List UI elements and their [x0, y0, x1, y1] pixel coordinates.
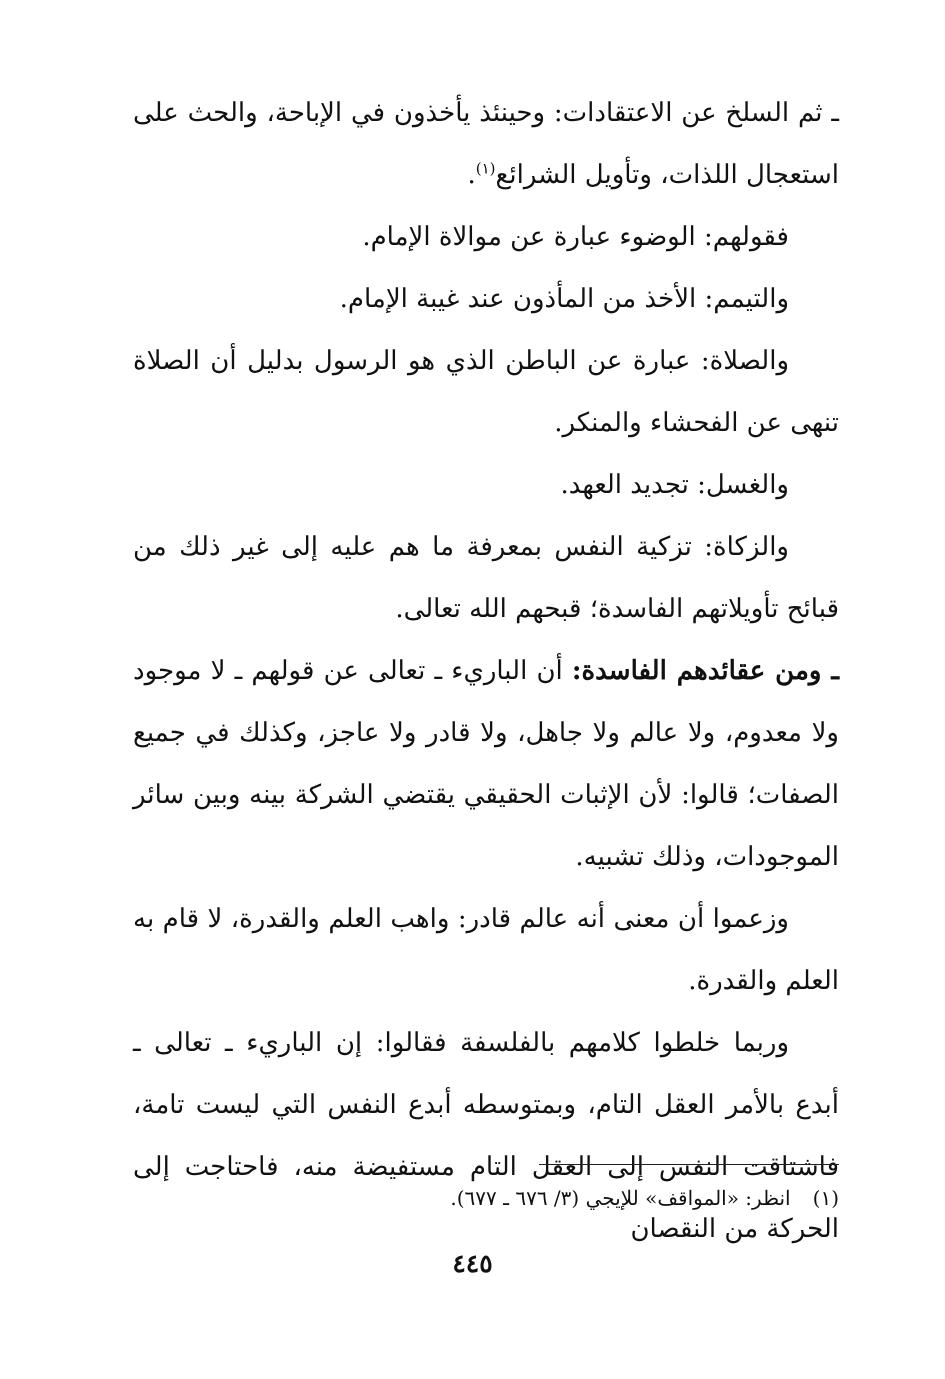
paragraph-2: فقولهم: الوضوء عبارة عن موالاة الإمام.: [362, 222, 789, 252]
paragraph-3: والتيمم: الأخذ من المأذون عند غيبة الإمام.: [339, 284, 789, 314]
page-body: [133, 82, 839, 1260]
paragraph-1-tail: .: [467, 160, 476, 190]
footnote: [133, 1178, 839, 1218]
paragraph-4: والصلاة: عبارة عن الباطن الذي هو الرسول بدليل أن الصلاة تنهى عن الفحشاء والمنكر.: [133, 346, 839, 438]
paragraph-1: [133, 82, 839, 206]
footnote-number: (١): [812, 1186, 839, 1210]
footnote-text: انظر: «المواقف» للإيجي (٣/ ٦٧٦ ـ ٦٧٧).: [450, 1186, 791, 1210]
footnote-reference[interactable]: (١): [475, 159, 496, 178]
paragraph-8: وزعموا أن معنى أنه عالم قادر: واهب العلم والقدرة، لا قام به العلم والقدرة.: [133, 904, 839, 996]
paragraph-7-heading: ـ ومن عقائدهم الفاسدة:: [571, 656, 839, 686]
page-number: ٤٤٥: [452, 1249, 493, 1278]
paragraph-6: والزكاة: تزكية النفس بمعرفة ما هم عليه إلى غير ذلك من قبائح تأويلاتهم الفاسدة؛ قبحهم الله تعالى.: [133, 532, 839, 624]
paragraph-9: وربما خلطوا كلامهم بالفلسفة فقالوا: إن الباريء ـ تعالى ـ أبدع بالأمر العقل التام، وبمتوسطه أبدع النفس التي ليست تامة، فاشتاقت النفس إلى العقل التام مستفيضة منه، فاحتاجت إلى الحركة من النقصان: [133, 1028, 839, 1244]
paragraph-7: [133, 640, 839, 888]
footnote-separator: [539, 1164, 839, 1165]
paragraph-7-text: أن الباريء ـ تعالى عن قولهم ـ لا موجود ولا معدوم، ولا عالم ولا جاهل، ولا قادر ولا عاجز، وكذلك في جميع الصفات؛ قالوا: لأن الإثبات الحقيقي يقتضي الشركة بينه وبين سائر الموجودات، وذلك تشبيه.: [133, 656, 839, 872]
paragraph-1-text: ـ ثم السلخ عن الاعتقادات: وحينئذ يأخذون في الإباحة، والحث على استعجال اللذات، وتأويل الشرائع: [133, 98, 839, 190]
paragraph-5: والغسل: تجديد العهد.: [560, 470, 789, 500]
